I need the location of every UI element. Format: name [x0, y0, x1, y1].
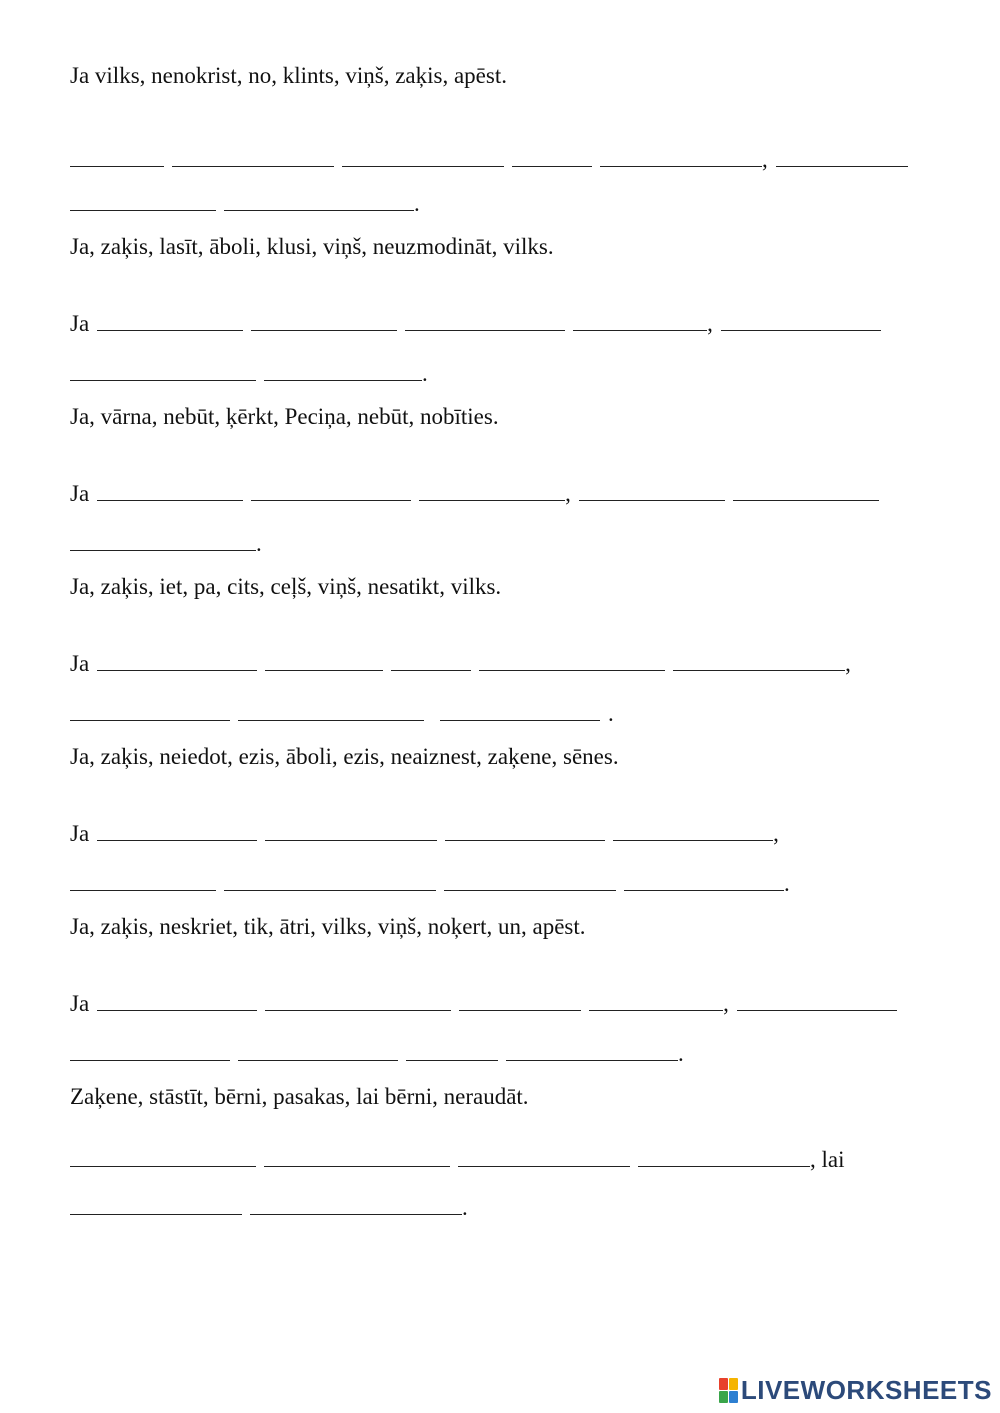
answer-blank[interactable] — [70, 1195, 242, 1215]
answer-blank[interactable] — [579, 481, 725, 501]
answer-blank[interactable] — [419, 481, 565, 501]
exercise-6-answer-line-1 — [70, 990, 897, 1018]
answer-blank[interactable] — [70, 701, 230, 721]
exercise-6-answer-line-2 — [70, 1040, 684, 1068]
punctuation: , — [723, 991, 729, 1016]
answer-prefix: Ja — [70, 311, 90, 336]
answer-blank[interactable] — [776, 147, 908, 167]
answer-prefix: Ja — [70, 481, 90, 506]
answer-blank[interactable] — [70, 531, 256, 551]
exercise-5-answer-line-2 — [70, 870, 790, 898]
answer-blank[interactable] — [600, 147, 762, 167]
exercise-4-prompt: Ja, zaķis, iet, pa, cits, ceļš, viņš, nesatikt, vilks. — [70, 574, 502, 599]
punctuation: . — [422, 361, 428, 386]
answer-blank[interactable] — [224, 871, 436, 891]
answer-blank[interactable] — [638, 1147, 810, 1167]
punctuation: , — [707, 311, 713, 336]
exercise-1-answer-line-2 — [70, 190, 420, 218]
punctuation: , — [773, 821, 779, 846]
punctuation: , lai — [810, 1147, 845, 1172]
answer-blank[interactable] — [737, 991, 897, 1011]
exercise-7-answer-line-2 — [70, 1194, 468, 1222]
answer-blank[interactable] — [459, 991, 581, 1011]
answer-blank[interactable] — [70, 191, 216, 211]
answer-blank[interactable] — [265, 991, 451, 1011]
answer-blank[interactable] — [512, 147, 592, 167]
answer-blank[interactable] — [479, 651, 665, 671]
punctuation: , — [565, 481, 571, 506]
answer-blank[interactable] — [70, 147, 164, 167]
answer-blank[interactable] — [97, 311, 243, 331]
answer-prefix: Ja — [70, 821, 90, 846]
answer-blank[interactable] — [251, 481, 411, 501]
exercise-1-prompt: Ja vilks, nenokrist, no, klints, viņš, zaķis, apēst. — [70, 63, 507, 88]
answer-blank[interactable] — [97, 651, 257, 671]
exercise-2-prompt: Ja, zaķis, lasīt, āboli, klusi, viņš, neuzmodināt, vilks. — [70, 234, 554, 259]
punctuation: . — [414, 191, 420, 216]
answer-blank[interactable] — [458, 1147, 630, 1167]
exercise-4-answer-line-2 — [70, 700, 614, 728]
answer-blank[interactable] — [70, 1041, 230, 1061]
answer-blank[interactable] — [97, 821, 257, 841]
punctuation: . — [678, 1041, 684, 1066]
answer-blank[interactable] — [721, 311, 881, 331]
exercise-2-answer-line-2 — [70, 360, 428, 388]
answer-blank[interactable] — [265, 651, 383, 671]
answer-prefix: Ja — [70, 991, 90, 1016]
exercise-3-answer-line-1 — [70, 480, 879, 508]
answer-blank[interactable] — [97, 481, 243, 501]
answer-blank[interactable] — [589, 991, 723, 1011]
answer-blank[interactable] — [265, 821, 437, 841]
answer-blank[interactable] — [440, 701, 600, 721]
answer-blank[interactable] — [391, 651, 471, 671]
answer-blank[interactable] — [97, 991, 257, 1011]
answer-blank[interactable] — [613, 821, 773, 841]
exercise-6-prompt: Ja, zaķis, neskriet, tik, ātri, vilks, viņš, noķert, un, apēst. — [70, 914, 586, 939]
answer-blank[interactable] — [406, 1041, 498, 1061]
punctuation: . — [462, 1195, 468, 1220]
answer-blank[interactable] — [250, 1195, 462, 1215]
liveworksheets-logo — [719, 1375, 992, 1405]
exercise-2-answer-line-1 — [70, 310, 881, 338]
answer-blank[interactable] — [264, 1147, 450, 1167]
exercise-7-answer-line-1 — [70, 1146, 845, 1174]
answer-blank[interactable] — [70, 361, 256, 381]
answer-blank[interactable] — [624, 871, 784, 891]
exercise-4-answer-line-1 — [70, 650, 851, 678]
answer-blank[interactable] — [224, 191, 414, 211]
answer-blank[interactable] — [405, 311, 565, 331]
exercise-5-answer-line-1 — [70, 820, 779, 848]
punctuation: . — [784, 871, 790, 896]
answer-blank[interactable] — [238, 701, 424, 721]
answer-blank[interactable] — [445, 821, 605, 841]
answer-blank[interactable] — [70, 1147, 256, 1167]
answer-blank[interactable] — [70, 871, 216, 891]
answer-blank[interactable] — [673, 651, 845, 671]
exercise-7-prompt: Zaķene, stāstīt, bērni, pasakas, lai bērni, neraudāt. — [70, 1084, 529, 1109]
punctuation: , — [845, 651, 851, 676]
answer-blank[interactable] — [238, 1041, 398, 1061]
logo-mark-icon — [719, 1378, 738, 1403]
punctuation: . — [256, 531, 262, 556]
exercise-3-answer-line-2 — [70, 530, 262, 558]
exercise-1-answer-line-1 — [70, 146, 908, 174]
punctuation: , — [762, 147, 768, 172]
answer-blank[interactable] — [342, 147, 504, 167]
answer-blank[interactable] — [733, 481, 879, 501]
answer-blank[interactable] — [444, 871, 616, 891]
answer-blank[interactable] — [172, 147, 334, 167]
answer-blank[interactable] — [264, 361, 422, 381]
answer-prefix: Ja — [70, 651, 90, 676]
exercise-3-prompt: Ja, vārna, nebūt, ķērkt, Peciņa, nebūt, nobīties. — [70, 404, 499, 429]
answer-blank[interactable] — [251, 311, 397, 331]
exercise-5-prompt: Ja, zaķis, neiedot, ezis, āboli, ezis, neaiznest, zaķene, sēnes. — [70, 744, 619, 769]
answer-blank[interactable] — [573, 311, 707, 331]
punctuation: . — [608, 701, 614, 726]
logo-text: LIVEWORKSHEETS — [740, 1374, 992, 1405]
answer-blank[interactable] — [506, 1041, 678, 1061]
